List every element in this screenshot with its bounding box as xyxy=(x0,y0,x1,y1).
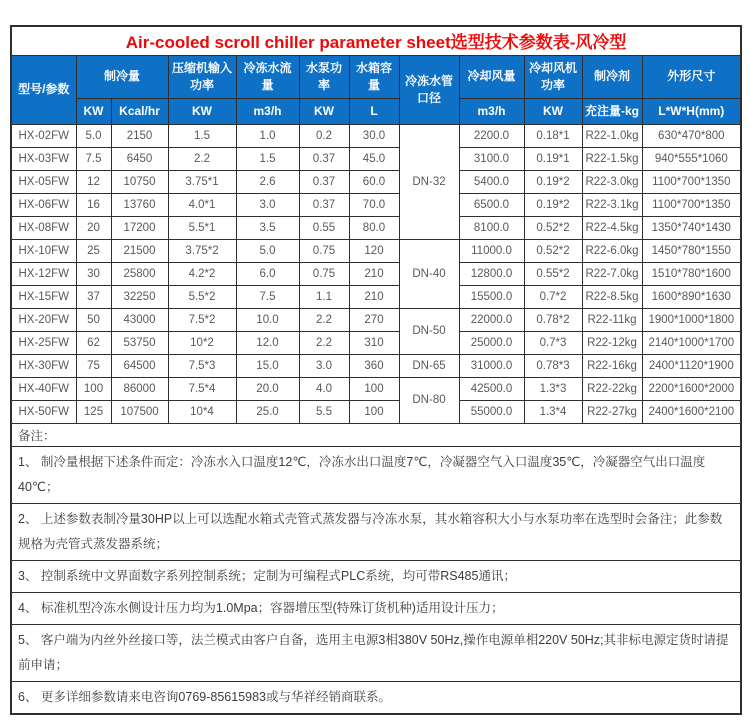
unit-refrigerant-charge: 充注量-kg xyxy=(582,98,642,124)
table-row xyxy=(11,239,741,262)
cell-tank-l: 360 xyxy=(349,354,399,377)
cell-air-volume: 42500.0 xyxy=(459,377,524,400)
table-row xyxy=(11,216,741,239)
cell-water-flow: 20.0 xyxy=(236,377,299,400)
cell-refrigerant: R22-11kg xyxy=(582,308,642,331)
cell-water-flow: 3.5 xyxy=(236,216,299,239)
cell-dimensions: 1600*890*1630 xyxy=(642,285,741,308)
table-row xyxy=(11,285,741,308)
cell-cooling-kcal: 32250 xyxy=(111,285,168,308)
cell-cooling-kw: 12 xyxy=(76,170,111,193)
cell-model: HX-10FW xyxy=(11,239,76,262)
note-text: 4、 标准机型冷冻水侧设计压力均为1.0Mpa；容器增压型(特殊订货机种)适用设计压力； xyxy=(11,592,741,624)
cell-cooling-kw: 20 xyxy=(76,216,111,239)
cell-air-volume: 8100.0 xyxy=(459,216,524,239)
cell-tank-l: 210 xyxy=(349,262,399,285)
cell-refrigerant: R22-27kg xyxy=(582,400,642,423)
header-pump-power: 水泵功率 xyxy=(299,55,349,98)
unit-fan-kw: KW xyxy=(524,98,582,124)
cell-refrigerant: R22-6.0kg xyxy=(582,239,642,262)
cell-tank-l: 70.0 xyxy=(349,193,399,216)
cell-model: HX-20FW xyxy=(11,308,76,331)
cell-water-flow: 2.6 xyxy=(236,170,299,193)
cell-air-volume: 12800.0 xyxy=(459,262,524,285)
cell-pipe-diameter: DN-32 xyxy=(399,124,459,239)
cell-air-volume: 3100.0 xyxy=(459,147,524,170)
cell-air-volume: 22000.0 xyxy=(459,308,524,331)
cell-cooling-kw: 75 xyxy=(76,354,111,377)
header-compressor-input-power: 压缩机输入功率 xyxy=(168,55,236,98)
cell-fan-kw: 0.78*2 xyxy=(524,308,582,331)
cell-compressor-kw: 2.2 xyxy=(168,147,236,170)
header-cooling-fan-power: 冷却风机功率 xyxy=(524,55,582,98)
cell-cooling-kcal: 107500 xyxy=(111,400,168,423)
cell-fan-kw: 0.19*2 xyxy=(524,193,582,216)
cell-cooling-kcal: 21500 xyxy=(111,239,168,262)
cell-air-volume: 15500.0 xyxy=(459,285,524,308)
cell-dimensions: 2200*1600*2000 xyxy=(642,377,741,400)
unit-cooling-kcal: Kcal/hr xyxy=(111,98,168,124)
note-text: 1、 制冷量根据下述条件而定：冷冻水入口温度12℃，冷冻水出口温度7℃，冷凝器空气入口温度35℃，冷凝器空气出口温度40℃； xyxy=(11,446,741,503)
cell-water-flow: 15.0 xyxy=(236,354,299,377)
note-row xyxy=(11,681,741,714)
cell-pump-kw: 0.55 xyxy=(299,216,349,239)
header-refrigerant: 制冷剂 xyxy=(582,55,642,98)
cell-dimensions: 1450*780*1550 xyxy=(642,239,741,262)
parameter-sheet-table xyxy=(10,25,742,715)
cell-dimensions: 630*470*800 xyxy=(642,124,741,147)
cell-compressor-kw: 5.5*1 xyxy=(168,216,236,239)
cell-tank-l: 60.0 xyxy=(349,170,399,193)
cell-cooling-kw: 25 xyxy=(76,239,111,262)
table-row xyxy=(11,308,741,331)
cell-pump-kw: 3.0 xyxy=(299,354,349,377)
cell-compressor-kw: 3.75*2 xyxy=(168,239,236,262)
cell-model: HX-40FW xyxy=(11,377,76,400)
cell-water-flow: 7.5 xyxy=(236,285,299,308)
cell-pipe-diameter: DN-40 xyxy=(399,239,459,308)
cell-tank-l: 100 xyxy=(349,377,399,400)
cell-dimensions: 1350*740*1430 xyxy=(642,216,741,239)
header-pipe-diameter: 冷冻水管口径 xyxy=(399,55,459,124)
cell-pump-kw: 1.1 xyxy=(299,285,349,308)
cell-water-flow: 5.0 xyxy=(236,239,299,262)
cell-pump-kw: 0.37 xyxy=(299,193,349,216)
table-row xyxy=(11,124,741,147)
header-row-units xyxy=(11,98,741,124)
cell-compressor-kw: 5.5*2 xyxy=(168,285,236,308)
header-cooling-capacity: 制冷量 xyxy=(76,55,168,98)
cell-tank-l: 45.0 xyxy=(349,147,399,170)
header-row-groups xyxy=(11,55,741,98)
unit-pump-kw: KW xyxy=(299,98,349,124)
unit-dims-lwh: L*W*H(mm) xyxy=(642,98,741,124)
cell-tank-l: 100 xyxy=(349,400,399,423)
cell-cooling-kcal: 6450 xyxy=(111,147,168,170)
cell-water-flow: 1.5 xyxy=(236,147,299,170)
header-chilled-water-flow: 冷冻水流量 xyxy=(236,55,299,98)
cell-model: HX-30FW xyxy=(11,354,76,377)
cell-cooling-kw: 37 xyxy=(76,285,111,308)
cell-air-volume: 2200.0 xyxy=(459,124,524,147)
cell-pump-kw: 0.37 xyxy=(299,170,349,193)
cell-water-flow: 10.0 xyxy=(236,308,299,331)
cell-pipe-diameter: DN-50 xyxy=(399,308,459,354)
header-model-param: 型号/参数 xyxy=(11,55,76,124)
cell-tank-l: 80.0 xyxy=(349,216,399,239)
note-text: 5、 客户端为内丝外丝接口等，法兰模式由客户自备，选用主电源3相380V 50Hz,操作电源单相220V 50Hz;其非标电源定货时请提前申请； xyxy=(11,624,741,681)
cell-water-flow: 1.0 xyxy=(236,124,299,147)
table-row xyxy=(11,193,741,216)
cell-pump-kw: 0.75 xyxy=(299,239,349,262)
cell-cooling-kw: 125 xyxy=(76,400,111,423)
cell-fan-kw: 0.7*3 xyxy=(524,331,582,354)
cell-cooling-kcal: 86000 xyxy=(111,377,168,400)
sheet-title: Air-cooled scroll chiller parameter sheet选型技术参数表-风冷型 xyxy=(11,26,741,55)
table-row xyxy=(11,377,741,400)
table-row xyxy=(11,400,741,423)
cell-water-flow: 6.0 xyxy=(236,262,299,285)
header-cooling-air-volume: 冷却风量 xyxy=(459,55,524,98)
cell-refrigerant: R22-1.0kg xyxy=(582,124,642,147)
note-row xyxy=(11,624,741,681)
table-row xyxy=(11,354,741,377)
cell-refrigerant: R22-7.0kg xyxy=(582,262,642,285)
cell-cooling-kw: 62 xyxy=(76,331,111,354)
note-row xyxy=(11,560,741,592)
cell-tank-l: 30.0 xyxy=(349,124,399,147)
title-row xyxy=(11,26,741,55)
cell-refrigerant: R22-12kg xyxy=(582,331,642,354)
cell-compressor-kw: 7.5*2 xyxy=(168,308,236,331)
cell-model: HX-15FW xyxy=(11,285,76,308)
note-text: 2、 上述参数表制冷量30HP以上可以选配水箱式壳管式蒸发器与冷冻水泵，其水箱容积大小与水泵功率在选型时会备注；此参数规格为壳管式蒸发器系统； xyxy=(11,503,741,560)
cell-compressor-kw: 7.5*3 xyxy=(168,354,236,377)
unit-cooling-kw: KW xyxy=(76,98,111,124)
cell-refrigerant: R22-3.0kg xyxy=(582,170,642,193)
cell-fan-kw: 0.52*2 xyxy=(524,239,582,262)
cell-compressor-kw: 4.2*2 xyxy=(168,262,236,285)
cell-cooling-kcal: 13760 xyxy=(111,193,168,216)
table-row xyxy=(11,262,741,285)
cell-dimensions: 1100*700*1350 xyxy=(642,170,741,193)
cell-model: HX-06FW xyxy=(11,193,76,216)
cell-cooling-kw: 30 xyxy=(76,262,111,285)
cell-water-flow: 12.0 xyxy=(236,331,299,354)
cell-cooling-kcal: 43000 xyxy=(111,308,168,331)
cell-fan-kw: 0.19*1 xyxy=(524,147,582,170)
cell-refrigerant: R22-22kg xyxy=(582,377,642,400)
cell-air-volume: 11000.0 xyxy=(459,239,524,262)
cell-pipe-diameter: DN-80 xyxy=(399,377,459,423)
cell-cooling-kcal: 64500 xyxy=(111,354,168,377)
cell-air-volume: 31000.0 xyxy=(459,354,524,377)
unit-tank-l: L xyxy=(349,98,399,124)
unit-compressor-kw: KW xyxy=(168,98,236,124)
cell-refrigerant: R22-1.5kg xyxy=(582,147,642,170)
cell-tank-l: 210 xyxy=(349,285,399,308)
cell-fan-kw: 1.3*3 xyxy=(524,377,582,400)
cell-fan-kw: 0.55*2 xyxy=(524,262,582,285)
cell-pump-kw: 4.0 xyxy=(299,377,349,400)
cell-cooling-kcal: 17200 xyxy=(111,216,168,239)
cell-model: HX-25FW xyxy=(11,331,76,354)
notes-body xyxy=(11,446,741,714)
cell-dimensions: 940*555*1060 xyxy=(642,147,741,170)
cell-water-flow: 25.0 xyxy=(236,400,299,423)
cell-fan-kw: 0.52*2 xyxy=(524,216,582,239)
cell-pump-kw: 2.2 xyxy=(299,331,349,354)
remark-header: 备注： xyxy=(11,423,741,446)
cell-model: HX-50FW xyxy=(11,400,76,423)
cell-dimensions: 2400*1600*2100 xyxy=(642,400,741,423)
remark-header-row xyxy=(11,423,741,446)
cell-refrigerant: R22-3.1kg xyxy=(582,193,642,216)
cell-dimensions: 2140*1000*1700 xyxy=(642,331,741,354)
cell-refrigerant: R22-8.5kg xyxy=(582,285,642,308)
cell-compressor-kw: 10*2 xyxy=(168,331,236,354)
cell-fan-kw: 0.78*3 xyxy=(524,354,582,377)
cell-compressor-kw: 3.75*1 xyxy=(168,170,236,193)
cell-model: HX-02FW xyxy=(11,124,76,147)
cell-cooling-kcal: 53750 xyxy=(111,331,168,354)
cell-pump-kw: 2.2 xyxy=(299,308,349,331)
cell-cooling-kw: 50 xyxy=(76,308,111,331)
cell-dimensions: 1900*1000*1800 xyxy=(642,308,741,331)
cell-compressor-kw: 1.5 xyxy=(168,124,236,147)
cell-tank-l: 270 xyxy=(349,308,399,331)
cell-air-volume: 55000.0 xyxy=(459,400,524,423)
cell-compressor-kw: 4.0*1 xyxy=(168,193,236,216)
cell-cooling-kw: 7.5 xyxy=(76,147,111,170)
unit-air-m3h: m3/h xyxy=(459,98,524,124)
cell-pump-kw: 5.5 xyxy=(299,400,349,423)
note-text: 3、 控制系统中文界面数字系列控制系统；定制为可编程式PLC系统，均可带RS485通讯； xyxy=(11,560,741,592)
cell-model: HX-03FW xyxy=(11,147,76,170)
table-row xyxy=(11,147,741,170)
note-row xyxy=(11,503,741,560)
cell-pump-kw: 0.75 xyxy=(299,262,349,285)
cell-fan-kw: 0.19*2 xyxy=(524,170,582,193)
cell-pump-kw: 0.2 xyxy=(299,124,349,147)
cell-pipe-diameter: DN-65 xyxy=(399,354,459,377)
cell-dimensions: 1510*780*1600 xyxy=(642,262,741,285)
table-row xyxy=(11,331,741,354)
table-row xyxy=(11,170,741,193)
cell-tank-l: 120 xyxy=(349,239,399,262)
cell-model: HX-08FW xyxy=(11,216,76,239)
note-row xyxy=(11,592,741,624)
unit-flow-m3h: m3/h xyxy=(236,98,299,124)
cell-refrigerant: R22-16kg xyxy=(582,354,642,377)
cell-tank-l: 310 xyxy=(349,331,399,354)
cell-air-volume: 25000.0 xyxy=(459,331,524,354)
cell-dimensions: 1100*700*1350 xyxy=(642,193,741,216)
cell-cooling-kcal: 25800 xyxy=(111,262,168,285)
cell-water-flow: 3.0 xyxy=(236,193,299,216)
cell-air-volume: 5400.0 xyxy=(459,170,524,193)
cell-cooling-kcal: 2150 xyxy=(111,124,168,147)
cell-fan-kw: 0.7*2 xyxy=(524,285,582,308)
cell-cooling-kw: 5.0 xyxy=(76,124,111,147)
cell-model: HX-05FW xyxy=(11,170,76,193)
cell-compressor-kw: 7.5*4 xyxy=(168,377,236,400)
note-text: 6、 更多详细参数请来电咨询0769-85615983或与华祥经销商联系。 xyxy=(11,681,741,714)
cell-compressor-kw: 10*4 xyxy=(168,400,236,423)
cell-cooling-kcal: 10750 xyxy=(111,170,168,193)
cell-fan-kw: 0.18*1 xyxy=(524,124,582,147)
table-body xyxy=(11,124,741,423)
cell-fan-kw: 1.3*4 xyxy=(524,400,582,423)
notes-section xyxy=(11,423,741,446)
cell-refrigerant: R22-4.5kg xyxy=(582,216,642,239)
cell-model: HX-12FW xyxy=(11,262,76,285)
cell-air-volume: 6500.0 xyxy=(459,193,524,216)
cell-pump-kw: 0.37 xyxy=(299,147,349,170)
header-dimensions: 外形尺寸 xyxy=(642,55,741,98)
note-row xyxy=(11,446,741,503)
cell-cooling-kw: 100 xyxy=(76,377,111,400)
header-tank-capacity: 水箱容量 xyxy=(349,55,399,98)
cell-cooling-kw: 16 xyxy=(76,193,111,216)
cell-dimensions: 2400*1120*1900 xyxy=(642,354,741,377)
